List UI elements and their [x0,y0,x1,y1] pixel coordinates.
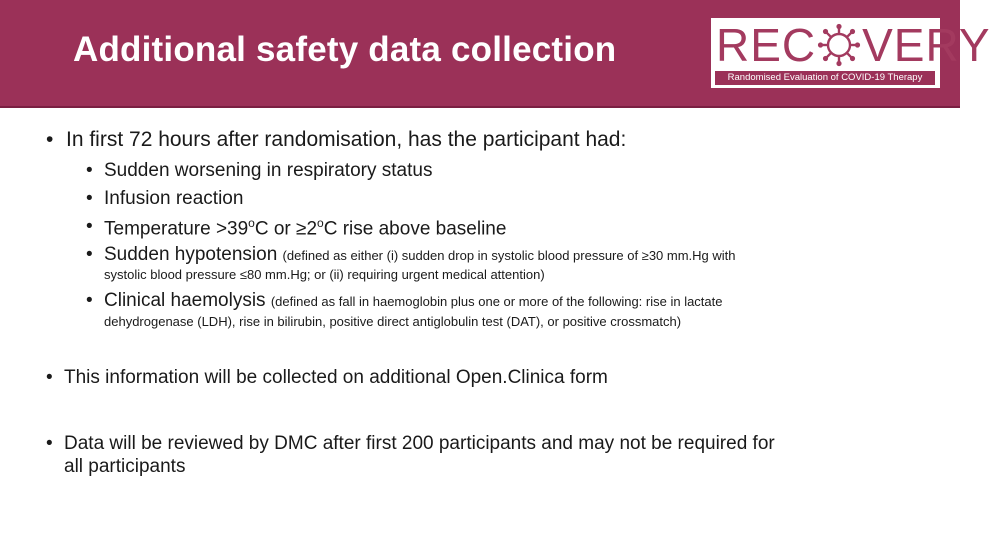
logo-wordmark [716,20,991,70]
degree-sup-1: o [248,216,255,230]
main-point-1: In first 72 hours after randomisation, has the participant had: [66,128,627,151]
bullet-marker: • [46,128,54,151]
hypotension-note-cont: systolic blood pressure ≤80 mm.Hg; or (ii) requiring urgent medical attention) [104,267,545,282]
haemolysis-label: Clinical haemolysis [104,290,266,311]
title-bar [0,0,991,108]
haemolysis-note-cont: dehydrogenase (LDH), rise in bilirubin, positive direct antiglobulin test (DAT), or positive crossmatch) [104,314,682,329]
main-point-2: This information will be collected on additional Open.Clinica form [64,367,608,388]
hypotension-note: (defined as either (i) sudden drop in systolic blood pressure of ≥30 mm.Hg with [282,248,736,263]
sub-point-infusion: Infusion reaction [104,188,244,209]
sub-point-hypotension [104,244,736,266]
sub-point-respiratory: Sudden worsening in respiratory status [104,160,433,181]
bullet-marker: • [46,367,53,388]
temperature-text-2: C or ≥2 [254,218,318,240]
main-point-3: Data will be reviewed by DMC after first 200 participants and may not be required for [64,433,775,454]
sub-point-temperature [104,216,506,240]
temperature-text-1: Temperature >39 [104,218,249,240]
virus-icon [817,23,861,67]
bullet-marker: • [46,433,53,454]
logo-word-left: REC [716,19,817,71]
sub-bullet-marker: • [86,160,93,181]
sub-bullet-marker: • [86,290,93,311]
sub-bullet-marker: • [86,216,93,237]
haemolysis-note: (defined as fall in haemoglobin plus one or more of the following: rise in lactate [270,294,723,309]
sub-bullet-marker: • [86,188,93,209]
sub-bullet-marker: • [86,244,93,265]
degree-sup-2: o [317,216,324,230]
main-point-3-cont: all participants [64,456,186,477]
logo-subtitle: Randomised Evaluation of COVID-19 Therapy [715,71,935,85]
logo-word-right: VERY [862,19,991,71]
temperature-text-3: C rise above baseline [323,218,507,240]
slide-title: Additional safety data collection [73,30,617,69]
recovery-logo [711,18,991,88]
sub-point-haemolysis [104,290,723,312]
hypotension-label: Sudden hypotension [104,244,278,265]
